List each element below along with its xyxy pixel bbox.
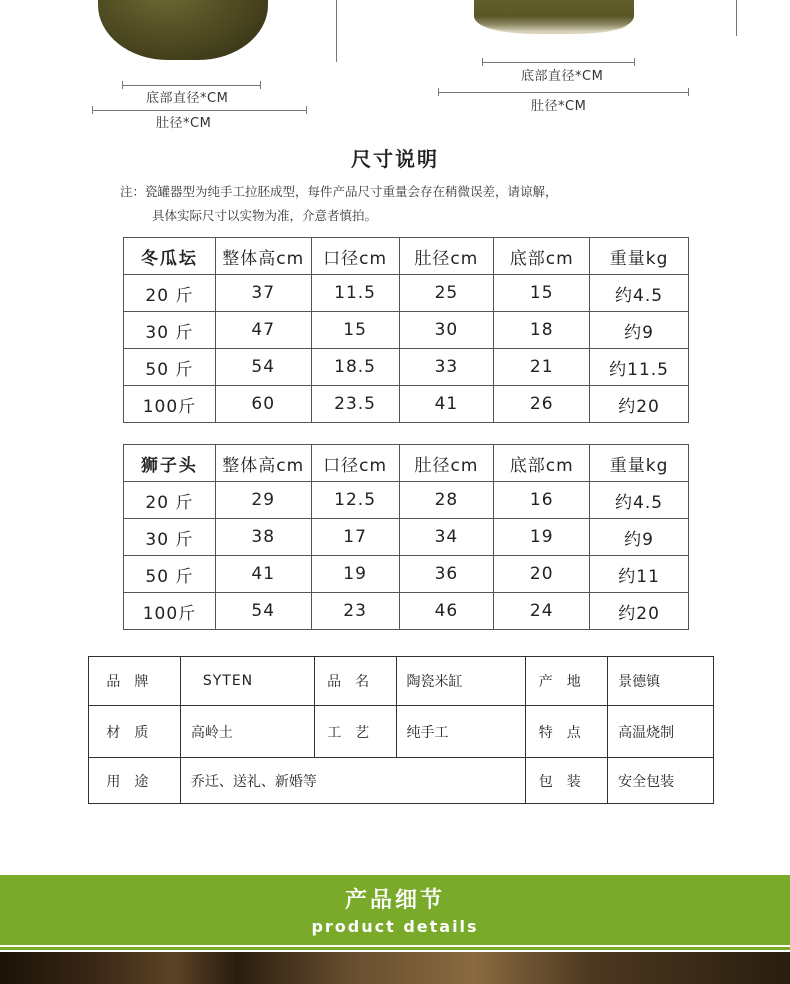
table-cell: 41 (215, 556, 311, 593)
table-cell: 25 (399, 275, 494, 312)
table-cell: 18 (494, 312, 590, 349)
bottom-diameter-label-right: 底部直径*CM (521, 69, 604, 84)
dim-tick (306, 106, 307, 114)
table-cell: 约11 (590, 556, 689, 593)
craft-value: 纯手工 (396, 706, 526, 758)
table-cell: 30 斤 (124, 519, 216, 556)
belly-diameter-label-left: 肚径*CM (156, 116, 212, 131)
table-cell: 约9 (590, 312, 689, 349)
jar-shizitou-base (482, 22, 628, 34)
table-cell: 50 斤 (124, 349, 216, 386)
table-cell: 100斤 (124, 593, 216, 630)
table-header-row (124, 238, 689, 275)
table-row (124, 482, 689, 519)
table-cell: 约11.5 (590, 349, 689, 386)
table-cell: 约20 (590, 593, 689, 630)
table-row (124, 275, 689, 312)
table-cell: 19 (311, 556, 399, 593)
table-cell: 16 (494, 482, 590, 519)
info-row (89, 657, 714, 706)
dim-tick (688, 88, 689, 96)
bottom-diameter-line-right (482, 62, 634, 63)
feature-label: 特点 (526, 706, 608, 758)
header-cell: 重量kg (590, 445, 689, 482)
table-cell: 28 (399, 482, 494, 519)
table-cell: 29 (215, 482, 311, 519)
table-cell: 20 (494, 556, 590, 593)
table-cell: 26 (494, 386, 590, 423)
table-row (124, 312, 689, 349)
table-row (124, 349, 689, 386)
table-cell: 38 (215, 519, 311, 556)
table-row (124, 386, 689, 423)
size-table-dongguatan (123, 237, 689, 423)
banner-underline (0, 947, 790, 950)
table-cell: 约20 (590, 386, 689, 423)
table-row (124, 519, 689, 556)
section-title: 尺寸说明 (351, 147, 439, 171)
package-value: 安全包装 (608, 758, 714, 804)
jar-dongguatan-image (98, 0, 268, 60)
dim-tick (634, 58, 635, 66)
table-cell: 100斤 (124, 386, 216, 423)
package-label: 包装 (526, 758, 608, 804)
header-cell: 整体高cm (215, 445, 311, 482)
usage-label: 用途 (89, 758, 181, 804)
table-cell: 33 (399, 349, 494, 386)
dim-tick (260, 81, 261, 89)
table-cell: 34 (399, 519, 494, 556)
table-cell: 约4.5 (590, 275, 689, 312)
table-cell: 20 斤 (124, 275, 216, 312)
origin-value: 景德镇 (608, 657, 714, 706)
feature-value: 高温烧制 (608, 706, 714, 758)
table-cell: 24 (494, 593, 590, 630)
material-label: 材质 (89, 706, 181, 758)
table-cell: 12.5 (311, 482, 399, 519)
bottom-diameter-label-left: 底部直径*CM (146, 91, 229, 106)
product-info-table (88, 656, 714, 804)
table-cell: 54 (215, 593, 311, 630)
table-cell: 18.5 (311, 349, 399, 386)
table-cell: 46 (399, 593, 494, 630)
banner-title-en: product details (311, 917, 479, 936)
note-line-1: 注：瓷罐器型为纯手工拉胚成型，每件产品尺寸重量会存在稍微误差，请谅解， (120, 184, 558, 199)
product-name-label: 品名 (314, 657, 396, 706)
table-cell: 15 (311, 312, 399, 349)
table-row (124, 593, 689, 630)
usage-value: 乔迁、送礼、新婚等 (180, 758, 525, 804)
table-cell: 15 (494, 275, 590, 312)
table-cell: 54 (215, 349, 311, 386)
table-cell: 60 (215, 386, 311, 423)
belly-diameter-line-right (438, 92, 688, 93)
table-cell: 30 斤 (124, 312, 216, 349)
info-row (89, 706, 714, 758)
note-line-2: 具体实际尺寸以实物为准，介意者慎拍。 (152, 208, 378, 223)
table-header-row (124, 445, 689, 482)
table-cell: 47 (215, 312, 311, 349)
table-cell: 30 (399, 312, 494, 349)
table-cell: 37 (215, 275, 311, 312)
table-cell: 17 (311, 519, 399, 556)
header-cell: 肚径cm (399, 238, 494, 275)
table-cell: 11.5 (311, 275, 399, 312)
brand-value: SYTEN (180, 657, 314, 706)
header-cell: 肚径cm (399, 445, 494, 482)
table-cell: 21 (494, 349, 590, 386)
table-cell: 约4.5 (590, 482, 689, 519)
table-cell: 19 (494, 519, 590, 556)
height-guide-line-right (736, 0, 737, 36)
belly-diameter-label-right: 肚径*CM (531, 99, 587, 114)
craft-label: 工艺 (314, 706, 396, 758)
bottom-diameter-line-left (122, 85, 260, 86)
header-cell: 口径cm (311, 445, 399, 482)
origin-label: 产地 (526, 657, 608, 706)
brand-label: 品牌 (89, 657, 181, 706)
table-name: 冬瓜坛 (124, 238, 216, 275)
header-cell: 底部cm (494, 238, 590, 275)
table-cell: 23.5 (311, 386, 399, 423)
table-cell: 50 斤 (124, 556, 216, 593)
height-guide-line-left (336, 0, 337, 62)
table-cell: 约9 (590, 519, 689, 556)
size-table-shizitou (123, 444, 689, 630)
header-cell: 口径cm (311, 238, 399, 275)
table-cell: 41 (399, 386, 494, 423)
table-row (124, 556, 689, 593)
product-name-value: 陶瓷米缸 (396, 657, 526, 706)
table-cell: 36 (399, 556, 494, 593)
header-cell: 整体高cm (215, 238, 311, 275)
table-name: 狮子头 (124, 445, 216, 482)
belly-diameter-line-left (92, 110, 306, 111)
header-cell: 底部cm (494, 445, 590, 482)
product-photo (0, 952, 790, 984)
header-cell: 重量kg (590, 238, 689, 275)
material-value: 高岭土 (180, 706, 314, 758)
banner-title-cn: 产品细节 (344, 888, 445, 913)
table-cell: 23 (311, 593, 399, 630)
info-row (89, 758, 714, 804)
table-cell: 20 斤 (124, 482, 216, 519)
